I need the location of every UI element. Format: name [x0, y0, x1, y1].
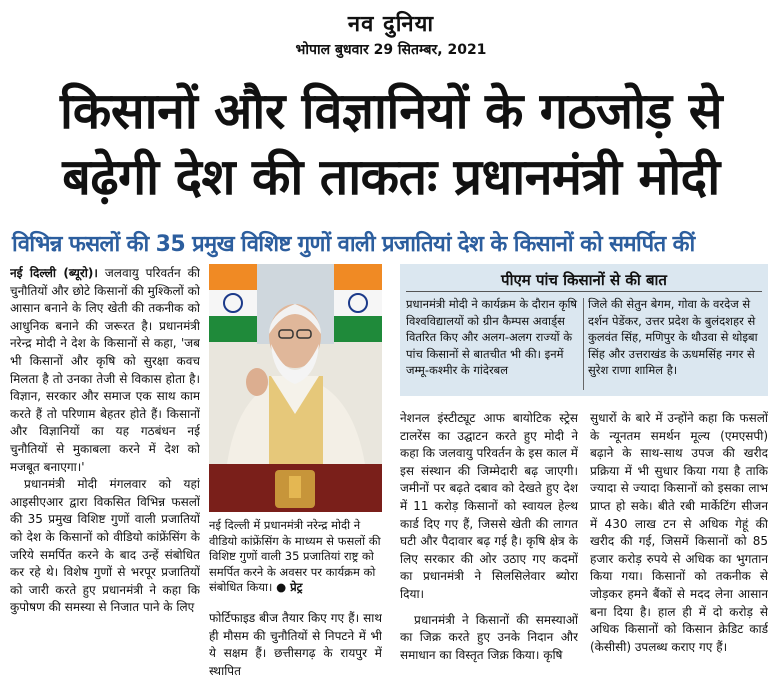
sidebar-text-right: जिले की सेतुन बेगम, गोवा के वरदेज से दर्शन पेडेंकर, उत्तर प्रदेश के बुलंदशहर से कुलवंत सिंह, मणिपुर के थौउवा से थोइबा सिंह और उत्तराखंड के ऊधमसिंह नगर से सुरेश राणा शामिल है।: [588, 297, 758, 378]
photo-caption-text: नई दिल्ली में प्रधानमंत्री नरेन्द्र मोदी ने वीडियो कांफ्रेंसिंग के माध्यम से फसलों की विशिष्ट गुणों वाली 35 प्रजातियां राष्ट्र को समर्पित करने के अवसर पर कार्यक्रम को संबोधित किया।: [209, 518, 381, 594]
pm-modi-photo-illustration: [209, 264, 382, 512]
column3-paragraph-1: नेशनल इंस्टीट्यूट आफ बायोटिक स्ट्रेस टालरेंस का उद्घाटन करते हुए मोदी ने कहा कि जलवायु परिवर्तन के इस काल में इस संस्थान की जिम्मेदारी बढ़ जाएगी। जमीनों पर बढ़ते दबाव को देखते हुए देश में 11 करोड़ किसानों को स्वायल हेल्थ कार्ड दिए गए हैं, जिससे खेती की लागत घटी और पैदावार बढ़ गई है। कृषि क्षेत्र के लिए सरकार की ओर उठाए गए कदमों का प्रधानमंत्री ने सिलसिलेवार ब्योरा दिया।: [400, 411, 578, 601]
sidebar-text-left: प्रधानमंत्री मोदी ने कार्यक्रम के दौरान कृषि विश्वविद्यालयों को ग्रीन कैम्पस अवार्ड्स वितरित किए और अलग-अलग राज्यों के पांच किसानों से बातचीत भी की। इनमें जम्मू-कश्मीर के गांदेरबल: [406, 297, 578, 378]
column2-paragraph: फोर्टिफाइड बीज तैयार किए गए हैं। साथ ही मौसम की चुनौतियों से निपटने में भी ये सक्षम हैं। छत्तीसगढ़ के रायपुर में स्थापित: [209, 611, 382, 678]
sidebar-title: पीएम पांच किसानों से की बात: [501, 271, 667, 289]
column1-paragraph-2: प्रधानमंत्री मोदी मंगलवार को यहां आइसीएआर द्वारा विकसित विभिन्न फसलों की 35 प्रमुख विशिष्ट गुणों वाली प्रजातियों को देश के किसानों को वीडियो कांफ्रेंसिंग के जरिये समर्पित करने के बाद उन्हें संबोधित कर रहे थे। विशेष गुणों से भरपूर प्रजातियों को जारी करते हुए प्रधानमंत्री ने कहा कि कुपोषण की समस्या से निजात पाने के लिए: [10, 477, 200, 615]
article-column-3: [400, 410, 578, 676]
sidebar-column-divider: [583, 298, 584, 390]
article-column-2: [209, 610, 382, 678]
headline-line-1: किसानों और विज्ञानियों के गठजोड़ से: [59, 82, 723, 140]
article-column-4: [590, 410, 768, 676]
column1-paragraph-1: जलवायु परिवर्तन की चुनौतियों और छोटे किसानों की मुश्किलों को आसान बनाने के लिए खेती की तकनीक को आधुनिक बनाने की जरूरत है। प्रधानमंत्री नरेन्द्र मोदी ने देश के किसानों से कहा, 'जब भी किसानों और कृषि को सुरक्षा कवच मिलता है तो उनका तेजी से विकास होता है। विज्ञान, सरकार और समाज एक साथ काम करते हैं तो परिणाम बेहतर होते हैं। किसानों और विज्ञानियों का यह गठबंधन नई चुनौतियों से मुकाबला करने में देश को मजबूत बनाएगा।': [10, 266, 200, 474]
headline-line-2: बढ़ेगी देश की ताकतः प्रधानमंत्री मोदी: [62, 148, 720, 206]
pm-modi-photo: [209, 264, 382, 512]
article-column-1: [10, 265, 200, 675]
newspaper-masthead: नव दुनिया: [347, 11, 435, 37]
column4-paragraph: सुधारों के बारे में उन्होंने कहा कि फसलों के न्यूनतम समर्थन मूल्य (एमएसपी) बढ़ाने के साथ-साथ उपज की खरीद प्रक्रिया में भी सुधार किया गया है ताकि ज्यादा से ज्यादा किसानों को इसका लाभ प्राप्त हो सके। बीते रबी मार्केटिंग सीजन में 430 लाख टन से अधिक गेहूं की खरीद की गई, जिसमें किसानों को 85 हजार करोड़ रुपये से अधिक का भुगतान किया गया। किसानों को तकनीक से जोड़कर हमने बैंकों से मदद लेना आसान बना दिया है। हाल ही में दो करोड़ से अधिक किसानों को किसान क्रेडिट कार्ड (केसीसी) उपलब्ध कराए गए हैं।: [590, 411, 768, 654]
subheadline: विभिन्न फसलों की 35 प्रमुख विशिष्ट गुणों वाली प्रजातियां देश के किसानों को समर्पित कीं: [12, 232, 695, 257]
sidebar-title-rule: [406, 291, 762, 292]
story-dateline: नई दिल्ली (ब्यूरो)।: [10, 266, 98, 280]
column3-paragraph-2: प्रधानमंत्री ने किसानों की समस्याओं का जिक्र करते हुए उनके निदान और समाधान का विस्तृत जिक्र किया। कृषि: [400, 612, 578, 662]
photo-caption: [209, 518, 382, 596]
publication-dateline: भोपाल बुधवार 29 सितम्बर, 2021: [295, 42, 487, 58]
photo-credit: ● प्रेट्र: [276, 580, 303, 594]
